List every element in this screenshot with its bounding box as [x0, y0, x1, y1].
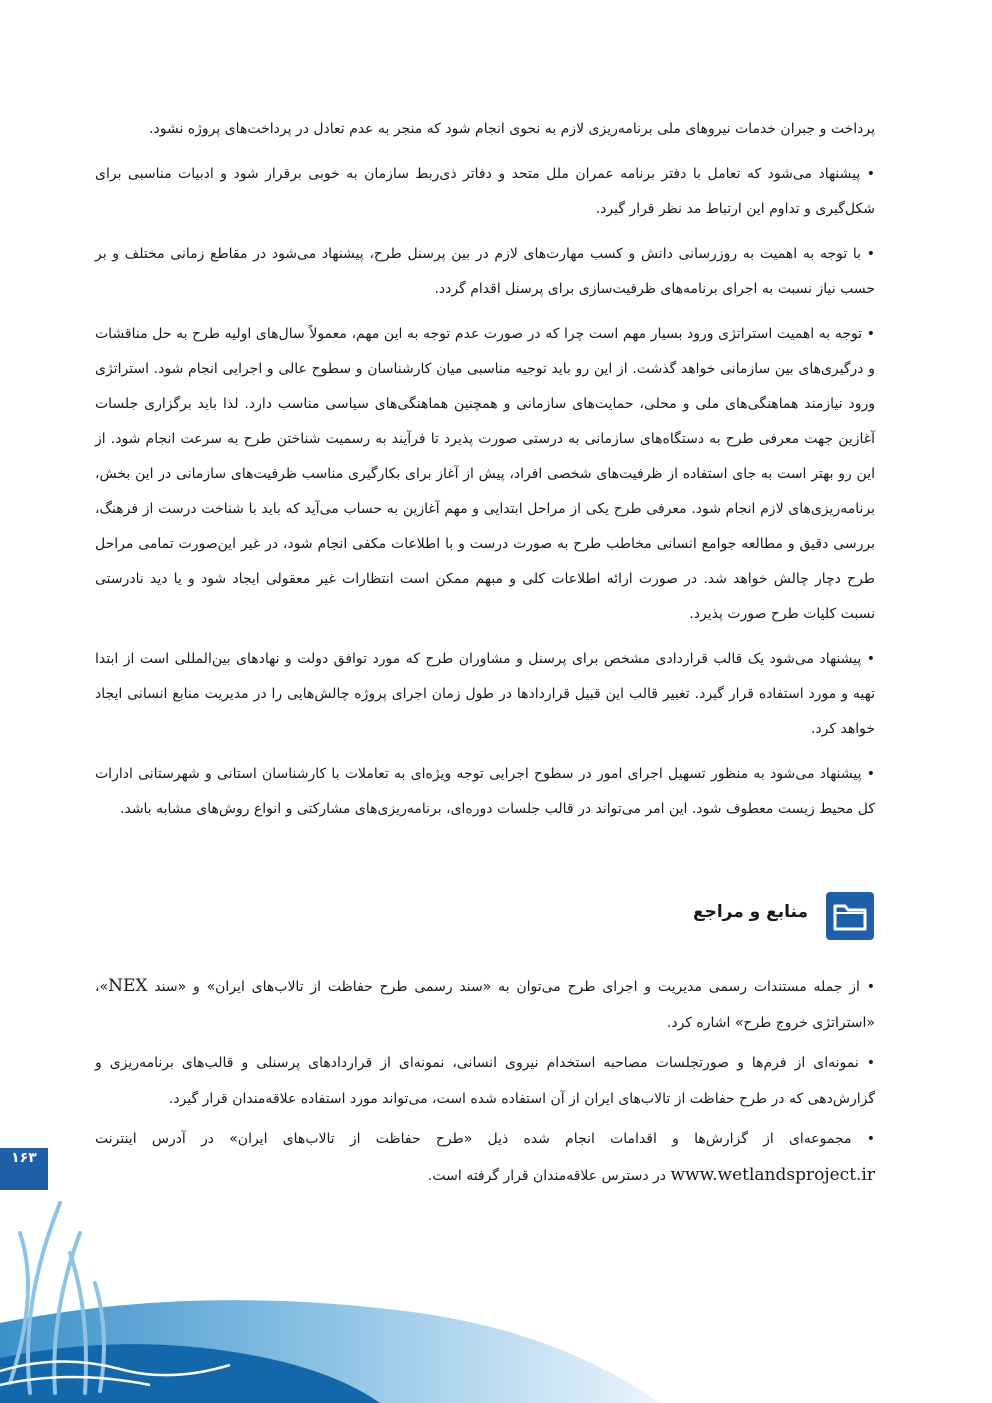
paragraph-2: • پیشنهاد می‌شود که تعامل با دفتر برنامه عمران ملل متحد و دفاتر ذی‌ربط سازمان به خوبی برقرار شود و ادبیات مناسبی برای شکل‌گیری و تداوم این ارتباط مد نظر قرار گیرد.: [95, 166, 875, 217]
reference-text: • مجموعه‌ای از گزارش‌ها و اقدامات انجام شده ذیل «طرح حفاظت از تالاب‌های ایران» در آدرس اینترنت: [95, 1131, 875, 1147]
reference-item: [95, 968, 875, 1041]
paragraph-5: • پیشنهاد می‌شود یک قالب قراردادی مشخص برای پرسنل و مشاوران طرح که مورد توافق دولت و نهادهای بین‌المللی است از ابتدا تهیه و مورد استفاده قرار گیرد. تغییر قالب این قبیل قراردادها در طول زمان اجرای پروژه چالش‌هایی را در مدیریت منابع انسانی ایجاد خواهد کرد.: [95, 651, 875, 737]
reference-text: در دسترس علاقه‌مندان قرار گرفته است.: [427, 1168, 667, 1184]
reference-text: »، «استراتژی خروج طرح» اشاره کرد.: [95, 979, 875, 1031]
paragraph-3: • با توجه به اهمیت به روزرسانی دانش و کسب مهارت‌های لازم در بین پرسنل طرح، پیشنهاد می‌شود در مقاطع زمانی مختلف و بر حسب نیاز نسبت به اجرای برنامه‌های ظرفیت‌سازی برای پرسنل اقدام گردد.: [95, 246, 875, 297]
section-title: منابع و مراجع: [692, 902, 808, 922]
paragraph-4: • توجه به اهمیت استراتژی ورود بسیار مهم است چرا که در صورت عدم توجه به این مهم، معمولاً سال‌های اولیه طرح به حل مناقشات و درگیری‌های بین سازمانی خواهد گذشت. از این رو باید توجیه مناسبی میان کارشناسان و سطوح عالی و اجرایی انجام شود. استراتژی ورود نیازمند هماهنگی‌های ملی و محلی، حمایت‌های سازمانی و همچنین هماهنگی‌های سیاسی مناسب دارد. لذا باید برگزاری جلسات آغازین جهت معرفی طرح به دستگاه‌های سازمانی به درستی صورت پذیرد تا فرآیند به رسمیت شناختن طرح به سرعت انجام شود. از این رو بهتر است به جای استفاده از ظرفیت‌های شخصی افراد، پیش از آغاز برای بکارگیری مناسب ظرفیت‌های سازمانی در این بخش، برنامه‌ریزی‌های لازم انجام شود. معرفی طرح یکی از مراحل ابتدایی و مهم آغازین به حساب می‌آید که باید با شناخت درست از فرهنگ، بررسی دقیق و مطالعه جوامع انسانی مخاطب طرح به صورت درست و با اطلاعات مکفی انجام شود، در غیر این‌صورت تمامی مراحل طرح دچار چالش خواهد شد. در صورت ارائه اطلاعات کلی و مبهم ممکن است انتظارات غیر معقولی ایجاد شود و یا دید نادرستی نسبت کلیات طرح صورت پذیرد.: [95, 326, 875, 622]
page-number: ۱۶۳: [11, 1150, 37, 1166]
reference-text: • از جمله مستندات رسمی مدیریت و اجرای طرح می‌توان به «سند رسمی طرح حفاظت از تالاب‌های ایران» و «سند: [154, 979, 875, 995]
paragraph-6: • پیشنهاد می‌شود به منظور تسهیل اجرای امور در سطوح اجرایی توجه ویژه‌ای به تعاملات با کارشناسان استانی و شهرستانی ادارات کل محیط زیست معطوف شود. این امر می‌تواند در قالب جلسات دوره‌ای، برنامه‌ریزی‌های مشارکتی و انواع روش‌های مشابه باشد.: [95, 766, 875, 817]
section-header: [574, 890, 874, 942]
reference-item: • نمونه‌ای از فرم‌ها و صورتجلسات مصاحبه استخدام نیروی انسانی، نمونه‌ای از قراردادهای پرسنلی و قالب‌های برنامه‌ریزی و گزارش‌دهی که در طرح حفاظت از تالاب‌های ایران از آن استفاده شده است، می‌تواند مورد استفاده علاقه‌مندان قرار گیرد.: [95, 1055, 875, 1107]
wave-decoration: [0, 1143, 992, 1403]
website-link[interactable]: www.wetlandsproject.ir: [670, 1165, 875, 1185]
body-text: [95, 112, 875, 837]
paragraph-1: پرداخت و جبران خدمات نیروهای ملی برنامه‌ریزی لازم به نحوی انجام شود که منجر به عدم تعادل در پرداخت‌های پروژه نشود.: [149, 121, 875, 137]
folder-icon: [826, 892, 874, 940]
reference-latin: NEX: [108, 976, 148, 996]
